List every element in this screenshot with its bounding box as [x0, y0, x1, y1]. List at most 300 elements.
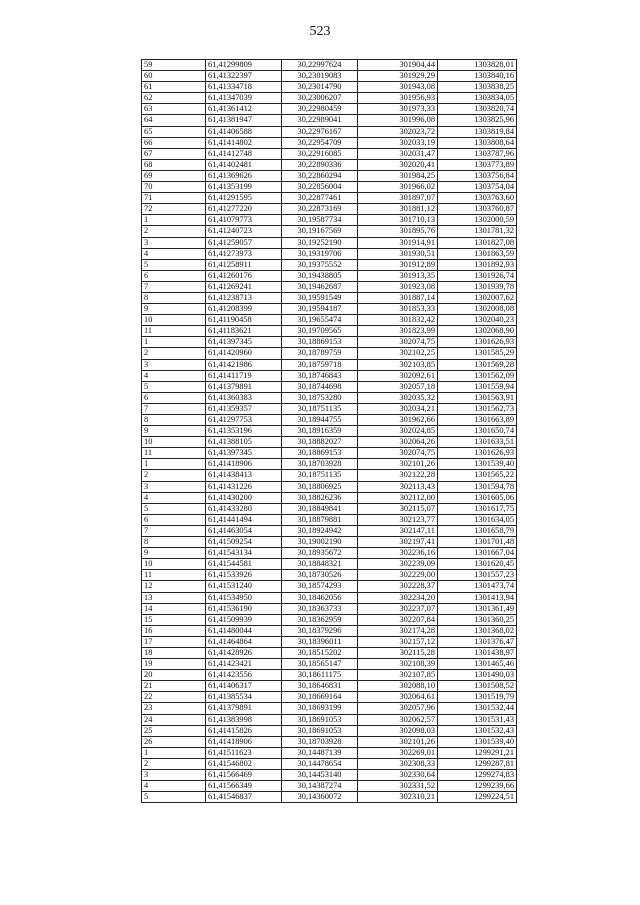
table-row	[142, 359, 517, 370]
longitude-cell: 30,22877461	[282, 193, 358, 204]
table-row	[142, 126, 517, 137]
coordinates-table	[141, 59, 517, 803]
table-row	[142, 747, 517, 758]
x-coordinate-cell: 302237,07	[358, 603, 438, 614]
table-row	[142, 681, 517, 692]
point-number-cell: 6	[142, 514, 206, 525]
y-coordinate-cell: 1301557,23	[438, 570, 517, 581]
x-coordinate-cell: 302101,26	[358, 736, 438, 747]
x-coordinate-cell: 301823,99	[358, 326, 438, 337]
longitude-cell: 30,18611175	[282, 670, 358, 681]
point-number-cell: 26	[142, 736, 206, 747]
longitude-cell: 30,19252190	[282, 237, 358, 248]
latitude-cell: 61,41273973	[206, 248, 282, 259]
y-coordinate-cell: 1301559,94	[438, 381, 517, 392]
point-number-cell: 11	[142, 570, 206, 581]
x-coordinate-cell: 302064,26	[358, 437, 438, 448]
point-number-cell: 7	[142, 525, 206, 536]
point-number-cell: 10	[142, 559, 206, 570]
longitude-cell: 30,23014790	[282, 82, 358, 93]
point-number-cell: 5	[142, 503, 206, 514]
table-row	[142, 315, 517, 326]
longitude-cell: 30,14487139	[282, 747, 358, 758]
x-coordinate-cell: 302331,52	[358, 781, 438, 792]
x-coordinate-cell: 302308,33	[358, 758, 438, 769]
x-coordinate-cell: 302057,18	[358, 381, 438, 392]
longitude-cell: 30,18751135	[282, 403, 358, 414]
y-coordinate-cell: 1301781,32	[438, 226, 517, 237]
longitude-cell: 30,18759718	[282, 359, 358, 370]
x-coordinate-cell: 302102,25	[358, 348, 438, 359]
latitude-cell: 61,41238713	[206, 292, 282, 303]
x-coordinate-cell: 302229,00	[358, 570, 438, 581]
longitude-cell: 30,19375552	[282, 259, 358, 270]
table-row	[142, 337, 517, 348]
table-row	[142, 625, 517, 636]
latitude-cell: 61,41546802	[206, 758, 282, 769]
x-coordinate-cell: 301914,91	[358, 237, 438, 248]
y-coordinate-cell: 1303819,84	[438, 126, 517, 137]
point-number-cell: 1	[142, 337, 206, 348]
y-coordinate-cell: 1301939,78	[438, 281, 517, 292]
table-row	[142, 159, 517, 170]
point-number-cell: 9	[142, 548, 206, 559]
table-row	[142, 781, 517, 792]
x-coordinate-cell: 302269,01	[358, 747, 438, 758]
y-coordinate-cell: 1301539,40	[438, 736, 517, 747]
latitude-cell: 61,41347039	[206, 93, 282, 104]
point-number-cell: 70	[142, 182, 206, 193]
latitude-cell: 61,41360383	[206, 392, 282, 403]
longitude-cell: 30,18574293	[282, 581, 358, 592]
latitude-cell: 61,41412748	[206, 148, 282, 159]
y-coordinate-cell: 1301473,74	[438, 581, 517, 592]
latitude-cell: 61,41260176	[206, 270, 282, 281]
table-row	[142, 670, 517, 681]
point-number-cell: 16	[142, 625, 206, 636]
x-coordinate-cell: 302123,77	[358, 514, 438, 525]
latitude-cell: 61,41423421	[206, 659, 282, 670]
point-number-cell: 23	[142, 703, 206, 714]
x-coordinate-cell: 302035,32	[358, 392, 438, 403]
y-coordinate-cell: 1303840,16	[438, 71, 517, 82]
point-number-cell: 5	[142, 259, 206, 270]
x-coordinate-cell: 301943,08	[358, 82, 438, 93]
y-coordinate-cell: 1302040,23	[438, 315, 517, 326]
y-coordinate-cell: 1302007,62	[438, 292, 517, 303]
y-coordinate-cell: 1301532,43	[438, 725, 517, 736]
latitude-cell: 61,41421986	[206, 359, 282, 370]
y-coordinate-cell: 1301605,06	[438, 492, 517, 503]
longitude-cell: 30,18751135	[282, 470, 358, 481]
point-number-cell: 8	[142, 537, 206, 548]
latitude-cell: 61,41531240	[206, 581, 282, 592]
table-row	[142, 148, 517, 159]
table-row	[142, 170, 517, 181]
table-row	[142, 614, 517, 625]
longitude-cell: 30,18944755	[282, 415, 358, 426]
table-row	[142, 104, 517, 115]
longitude-cell: 30,23019083	[282, 71, 358, 82]
x-coordinate-cell: 302024,85	[358, 426, 438, 437]
table-row	[142, 60, 517, 71]
point-number-cell: 20	[142, 670, 206, 681]
table-row	[142, 514, 517, 525]
longitude-cell: 30,18869153	[282, 448, 358, 459]
point-number-cell: 61	[142, 82, 206, 93]
point-number-cell: 7	[142, 403, 206, 414]
latitude-cell: 61,41509939	[206, 614, 282, 625]
table-row	[142, 581, 517, 592]
table-row	[142, 71, 517, 82]
y-coordinate-cell: 1301626,93	[438, 448, 517, 459]
point-number-cell: 62	[142, 93, 206, 104]
latitude-cell: 61,41423556	[206, 670, 282, 681]
table-row	[142, 381, 517, 392]
table-row	[142, 636, 517, 647]
longitude-cell: 30,22860294	[282, 170, 358, 181]
table-row	[142, 292, 517, 303]
y-coordinate-cell: 1303760,87	[438, 204, 517, 215]
latitude-cell: 61,41566349	[206, 781, 282, 792]
point-number-cell: 3	[142, 481, 206, 492]
y-coordinate-cell: 1301634,05	[438, 514, 517, 525]
longitude-cell: 30,18879881	[282, 514, 358, 525]
table-row	[142, 304, 517, 315]
table-row	[142, 326, 517, 337]
longitude-cell: 30,18924942	[282, 525, 358, 536]
longitude-cell: 30,18935672	[282, 548, 358, 559]
longitude-cell: 30,18869153	[282, 337, 358, 348]
x-coordinate-cell: 301923,08	[358, 281, 438, 292]
x-coordinate-cell: 302115,28	[358, 647, 438, 658]
x-coordinate-cell: 301966,02	[358, 182, 438, 193]
y-coordinate-cell: 1301532,44	[438, 703, 517, 714]
page-number: 523	[309, 24, 331, 39]
latitude-cell: 61,41431226	[206, 481, 282, 492]
longitude-cell: 30,14360072	[282, 792, 358, 803]
table-row	[142, 725, 517, 736]
latitude-cell: 61,41464864	[206, 636, 282, 647]
point-number-cell: 1	[142, 747, 206, 758]
point-number-cell: 6	[142, 270, 206, 281]
point-number-cell: 10	[142, 315, 206, 326]
longitude-cell: 30,18848321	[282, 559, 358, 570]
point-number-cell: 2	[142, 470, 206, 481]
table-row	[142, 703, 517, 714]
table-row	[142, 736, 517, 747]
latitude-cell: 61,41544581	[206, 559, 282, 570]
x-coordinate-cell: 302023,72	[358, 126, 438, 137]
x-coordinate-cell: 301912,89	[358, 259, 438, 270]
y-coordinate-cell: 1299287,81	[438, 758, 517, 769]
latitude-cell: 61,41190458	[206, 315, 282, 326]
x-coordinate-cell: 302108,39	[358, 659, 438, 670]
latitude-cell: 61,41388105	[206, 437, 282, 448]
latitude-cell: 61,41359357	[206, 403, 282, 414]
y-coordinate-cell: 1301658,79	[438, 525, 517, 536]
y-coordinate-cell: 1303808,64	[438, 137, 517, 148]
table-row	[142, 204, 517, 215]
longitude-cell: 30,19319706	[282, 248, 358, 259]
table-row	[142, 459, 517, 470]
x-coordinate-cell: 301853,33	[358, 304, 438, 315]
y-coordinate-cell: 1301413,94	[438, 592, 517, 603]
latitude-cell: 61,41420960	[206, 348, 282, 359]
latitude-cell: 61,41546837	[206, 792, 282, 803]
longitude-cell: 30,19709565	[282, 326, 358, 337]
y-coordinate-cell: 1303834,05	[438, 93, 517, 104]
x-coordinate-cell: 301996,08	[358, 115, 438, 126]
y-coordinate-cell: 1303756,84	[438, 170, 517, 181]
longitude-cell: 30,18396011	[282, 636, 358, 647]
y-coordinate-cell: 1301827,08	[438, 237, 517, 248]
longitude-cell: 30,14478654	[282, 758, 358, 769]
point-number-cell: 4	[142, 781, 206, 792]
point-number-cell: 8	[142, 415, 206, 426]
table-row	[142, 659, 517, 670]
point-number-cell: 9	[142, 426, 206, 437]
longitude-cell: 30,18691053	[282, 714, 358, 725]
table-row	[142, 392, 517, 403]
table-row	[142, 426, 517, 437]
y-coordinate-cell: 1301508,52	[438, 681, 517, 692]
x-coordinate-cell: 302115,07	[358, 503, 438, 514]
point-number-cell: 69	[142, 170, 206, 181]
y-coordinate-cell: 1303754,04	[438, 182, 517, 193]
x-coordinate-cell: 301887,14	[358, 292, 438, 303]
y-coordinate-cell: 1301490,03	[438, 670, 517, 681]
table-row	[142, 437, 517, 448]
longitude-cell: 30,18515202	[282, 647, 358, 658]
y-coordinate-cell: 1301863,59	[438, 248, 517, 259]
table-row	[142, 692, 517, 703]
x-coordinate-cell: 302031,47	[358, 148, 438, 159]
latitude-cell: 61,41480044	[206, 625, 282, 636]
table-row	[142, 193, 517, 204]
point-number-cell: 12	[142, 581, 206, 592]
point-number-cell: 14	[142, 603, 206, 614]
table-row	[142, 448, 517, 459]
y-coordinate-cell: 1301519,79	[438, 692, 517, 703]
table-row	[142, 137, 517, 148]
y-coordinate-cell: 1303787,96	[438, 148, 517, 159]
y-coordinate-cell: 1303838,25	[438, 82, 517, 93]
latitude-cell: 61,41379891	[206, 381, 282, 392]
x-coordinate-cell: 301895,76	[358, 226, 438, 237]
x-coordinate-cell: 301930,51	[358, 248, 438, 259]
longitude-cell: 30,18916359	[282, 426, 358, 437]
x-coordinate-cell: 301929,29	[358, 71, 438, 82]
table-row	[142, 115, 517, 126]
x-coordinate-cell: 302074,75	[358, 448, 438, 459]
longitude-cell: 30,22954709	[282, 137, 358, 148]
table-row	[142, 503, 517, 514]
longitude-cell: 30,22890336	[282, 159, 358, 170]
y-coordinate-cell: 1301465,46	[438, 659, 517, 670]
latitude-cell: 61,41441494	[206, 514, 282, 525]
point-number-cell: 5	[142, 381, 206, 392]
longitude-cell: 30,18669164	[282, 692, 358, 703]
x-coordinate-cell: 302101,26	[358, 459, 438, 470]
longitude-cell: 30,18379296	[282, 625, 358, 636]
point-number-cell: 7	[142, 281, 206, 292]
x-coordinate-cell: 301881,12	[358, 204, 438, 215]
table-row	[142, 237, 517, 248]
longitude-cell: 30,19591549	[282, 292, 358, 303]
point-number-cell: 71	[142, 193, 206, 204]
latitude-cell: 61,41208399	[206, 304, 282, 315]
longitude-cell: 30,14387274	[282, 781, 358, 792]
y-coordinate-cell: 1301626,93	[438, 337, 517, 348]
point-number-cell: 60	[142, 71, 206, 82]
y-coordinate-cell: 1303763,60	[438, 193, 517, 204]
latitude-cell: 61,41291595	[206, 193, 282, 204]
longitude-cell: 30,18746843	[282, 370, 358, 381]
longitude-cell: 30,18646831	[282, 681, 358, 692]
longitude-cell: 30,18789759	[282, 348, 358, 359]
x-coordinate-cell: 302113,43	[358, 481, 438, 492]
x-coordinate-cell: 302107,85	[358, 670, 438, 681]
longitude-cell: 30,19655474	[282, 315, 358, 326]
point-number-cell: 64	[142, 115, 206, 126]
point-number-cell: 66	[142, 137, 206, 148]
y-coordinate-cell: 1299224,51	[438, 792, 517, 803]
latitude-cell: 61,41433280	[206, 503, 282, 514]
x-coordinate-cell: 302098,03	[358, 725, 438, 736]
point-number-cell: 1	[142, 459, 206, 470]
latitude-cell: 61,41379891	[206, 703, 282, 714]
x-coordinate-cell: 302034,21	[358, 403, 438, 414]
x-coordinate-cell: 301710,13	[358, 215, 438, 226]
y-coordinate-cell: 1301663,89	[438, 415, 517, 426]
point-number-cell: 15	[142, 614, 206, 625]
y-coordinate-cell: 1303820,74	[438, 104, 517, 115]
point-number-cell: 3	[142, 359, 206, 370]
table-row	[142, 792, 517, 803]
latitude-cell: 61,41430200	[206, 492, 282, 503]
latitude-cell: 61,41259057	[206, 237, 282, 248]
point-number-cell: 2	[142, 758, 206, 769]
table-row	[142, 248, 517, 259]
y-coordinate-cell: 1303825,96	[438, 115, 517, 126]
longitude-cell: 30,19594187	[282, 304, 358, 315]
y-coordinate-cell: 1301569,28	[438, 359, 517, 370]
y-coordinate-cell: 1301531,43	[438, 714, 517, 725]
table-row	[142, 259, 517, 270]
table-row	[142, 570, 517, 581]
x-coordinate-cell: 301956,93	[358, 93, 438, 104]
longitude-cell: 30,22997624	[282, 60, 358, 71]
x-coordinate-cell: 302074,75	[358, 337, 438, 348]
y-coordinate-cell: 1301620,45	[438, 559, 517, 570]
latitude-cell: 61,41277220	[206, 204, 282, 215]
x-coordinate-cell: 302064,61	[358, 692, 438, 703]
longitude-cell: 30,19167569	[282, 226, 358, 237]
point-number-cell: 21	[142, 681, 206, 692]
point-number-cell: 9	[142, 304, 206, 315]
latitude-cell: 61,41334718	[206, 82, 282, 93]
latitude-cell: 61,41402481	[206, 159, 282, 170]
x-coordinate-cell: 302330,64	[358, 770, 438, 781]
table-row	[142, 226, 517, 237]
y-coordinate-cell: 1299291,21	[438, 747, 517, 758]
longitude-cell: 30,18744698	[282, 381, 358, 392]
table-row	[142, 348, 517, 359]
longitude-cell: 30,18826236	[282, 492, 358, 503]
x-coordinate-cell: 302228,37	[358, 581, 438, 592]
latitude-cell: 61,41385534	[206, 692, 282, 703]
latitude-cell: 61,41411719	[206, 370, 282, 381]
table-row	[142, 182, 517, 193]
latitude-cell: 61,41543134	[206, 548, 282, 559]
x-coordinate-cell: 302147,11	[358, 525, 438, 536]
x-coordinate-cell: 302207,84	[358, 614, 438, 625]
latitude-cell: 61,41397345	[206, 448, 282, 459]
latitude-cell: 61,41534950	[206, 592, 282, 603]
longitude-cell: 30,19438805	[282, 270, 358, 281]
longitude-cell: 30,22856004	[282, 182, 358, 193]
y-coordinate-cell: 1302008,08	[438, 304, 517, 315]
point-number-cell: 18	[142, 647, 206, 658]
table-row	[142, 559, 517, 570]
table-row	[142, 537, 517, 548]
point-number-cell: 4	[142, 492, 206, 503]
x-coordinate-cell: 302234,20	[358, 592, 438, 603]
latitude-cell: 61,41299809	[206, 60, 282, 71]
latitude-cell: 61,41322397	[206, 71, 282, 82]
longitude-cell: 30,18693199	[282, 703, 358, 714]
x-coordinate-cell: 302103,85	[358, 359, 438, 370]
latitude-cell: 61,41566469	[206, 770, 282, 781]
x-coordinate-cell: 301913,35	[358, 270, 438, 281]
x-coordinate-cell: 302157,12	[358, 636, 438, 647]
point-number-cell: 68	[142, 159, 206, 170]
x-coordinate-cell: 301973,33	[358, 104, 438, 115]
table-row	[142, 82, 517, 93]
y-coordinate-cell: 1303773,89	[438, 159, 517, 170]
longitude-cell: 30,18565147	[282, 659, 358, 670]
longitude-cell: 30,22873169	[282, 204, 358, 215]
point-number-cell: 2	[142, 348, 206, 359]
latitude-cell: 61,41414802	[206, 137, 282, 148]
x-coordinate-cell: 302112,00	[358, 492, 438, 503]
latitude-cell: 61,41406317	[206, 681, 282, 692]
y-coordinate-cell: 1301376,47	[438, 636, 517, 647]
table-row	[142, 714, 517, 725]
point-number-cell: 65	[142, 126, 206, 137]
longitude-cell: 30,18882027	[282, 437, 358, 448]
y-coordinate-cell: 1301701,48	[438, 537, 517, 548]
y-coordinate-cell: 1301438,97	[438, 647, 517, 658]
point-number-cell: 10	[142, 437, 206, 448]
x-coordinate-cell: 302310,21	[358, 792, 438, 803]
y-coordinate-cell: 1301926,74	[438, 270, 517, 281]
latitude-cell: 61,41383998	[206, 714, 282, 725]
y-coordinate-cell: 1301368,02	[438, 625, 517, 636]
x-coordinate-cell: 302122,28	[358, 470, 438, 481]
longitude-cell: 30,18849841	[282, 503, 358, 514]
latitude-cell: 61,41297753	[206, 415, 282, 426]
x-coordinate-cell: 302174,28	[358, 625, 438, 636]
longitude-cell: 30,18703928	[282, 459, 358, 470]
latitude-cell: 61,41269241	[206, 281, 282, 292]
y-coordinate-cell: 1299274,83	[438, 770, 517, 781]
longitude-cell: 30,18691053	[282, 725, 358, 736]
x-coordinate-cell: 302062,57	[358, 714, 438, 725]
latitude-cell: 61,41438413	[206, 470, 282, 481]
point-number-cell: 1	[142, 215, 206, 226]
